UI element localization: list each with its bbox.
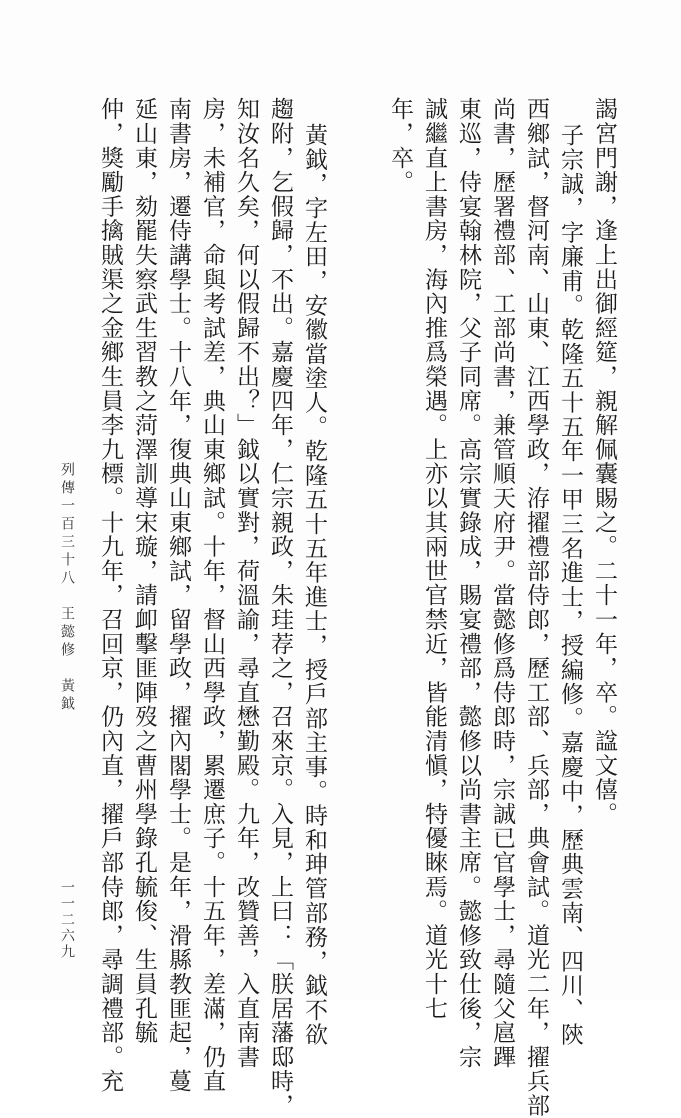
text-column-10: 知汝名久矣，何以假歸不出？」鉞以實對，荷溫諭，尋直懋勤殿。九年，改贊善，入直南書 [233,97,259,1069]
page-number: 一一二六九 [59,880,75,960]
text-column-4: 尚書，歷署禮部、工部尚書，兼管順天府尹。當懿修爲侍郎時，宗誠已官學士，尋隨父扈蹕 [489,97,515,1069]
text-column-2: 子宗誠，字廉甫。乾隆五十五年一甲三名進士，授編修。嘉慶中，歷典雲南、四川、陝 [557,123,583,1047]
text-column-8: 黃鉞，字左田，安徽當塗人。乾隆五十五年進士，授戶部主事。時和珅管部務，鉞不欲 [301,123,327,1047]
text-column-6: 誠繼直上書房，海內推爲榮遇。上亦以其兩世官禁近，皆能清愼，特優睞焉。道光十七 [421,97,447,1021]
running-header: 列傳一百三十八 王懿修 黃鉞 [59,462,75,714]
text-column-5: 東巡，侍宴翰林院，父子同席。高宗實錄成，賜宴禮部，懿修以尚書主席。懿修致仕後，宗 [455,97,481,1069]
text-column-3: 西鄉試，督河南、山東、江西學政，洊擢禮部侍郎，歷工部、兵部，典會試。道光二年，擢兵部 [523,97,549,1118]
text-column-1: 謁宮門謝，逢上出御經筵，親解佩囊賜之。二十一年，卒。諡文僖。 [591,97,617,826]
text-column-11: 房，未補官，命與考試差，典山東鄉試。十年，督山西學政，累遷庶子。十五年，差滿，仍直 [199,97,225,1094]
text-column-7: 年，卒。 [387,97,413,195]
text-column-14: 仲，獎勵手擒賊渠之金鄉生員李九標。十九年，召回京，仍內直，擢戶部侍郎，尋調禮部。充 [97,97,123,1094]
text-column-12: 南書房，遷侍講學士。十八年，復典山東鄉試，留學政，擢內閣學士。是年，滑縣教匪起，蔓 [165,97,191,1094]
text-column-13: 延山東，劾罷失察武生習教之菏澤訓導宋璇，請卹擊匪陣歿之曹州學錄孔毓俊、生員孔毓 [131,97,157,1045]
text-column-9: 趨附，乞假歸，不出。嘉慶四年，仁宗親政，朱珪荐之，召來京。入見，上曰：「朕居藩邸時， [267,97,293,1118]
